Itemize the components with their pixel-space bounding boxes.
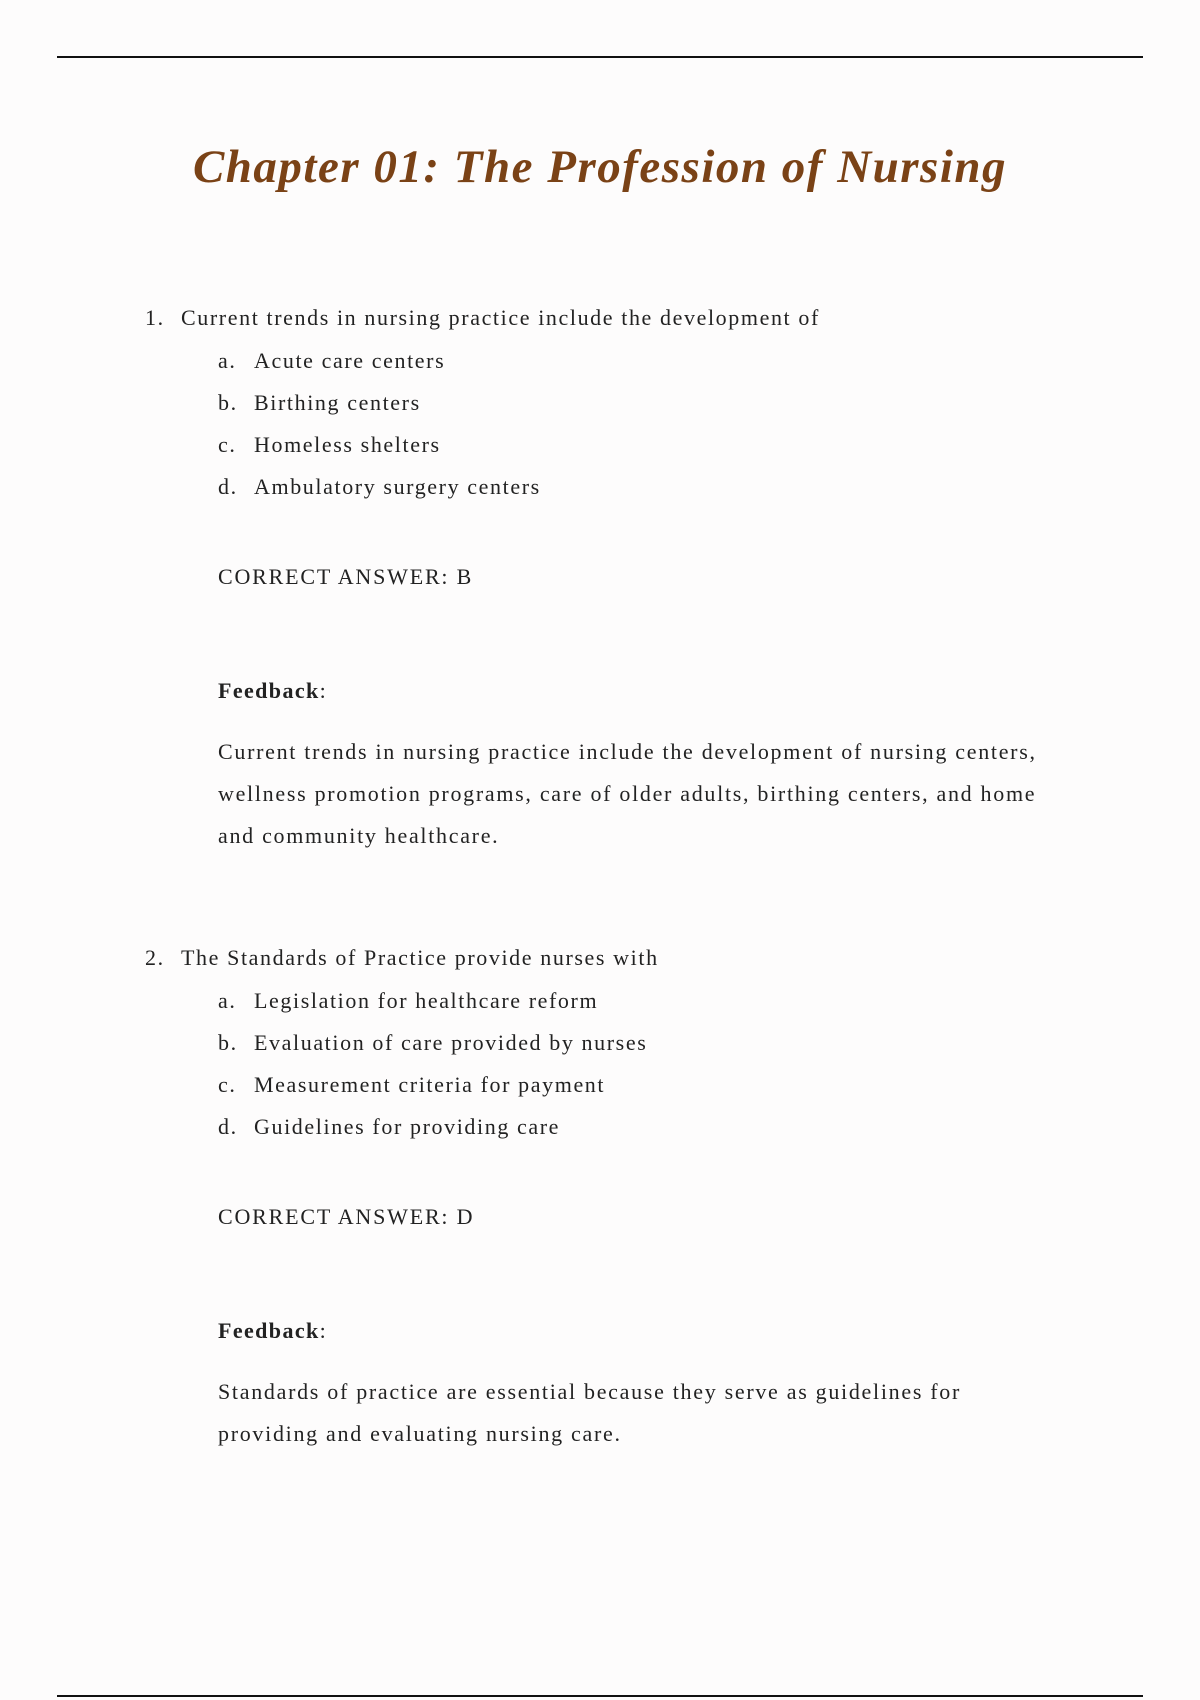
option-letter: b. bbox=[218, 390, 238, 415]
feedback-label: Feedback bbox=[218, 1318, 320, 1343]
question-2 bbox=[145, 942, 1105, 1455]
question-stem bbox=[145, 942, 1105, 974]
page-title: Chapter 01: The Profession of Nursing bbox=[192, 141, 1008, 193]
question-stem bbox=[145, 302, 1105, 334]
feedback-text: Standards of practice are essential because they serve as guidelines for providing and evaluating nursing care. bbox=[218, 1379, 962, 1446]
option-b bbox=[218, 1022, 1105, 1064]
option-letter: d. bbox=[218, 1114, 238, 1139]
option-text: Birthing centers bbox=[254, 390, 421, 415]
option-a bbox=[218, 340, 1105, 382]
answer-options bbox=[218, 980, 1105, 1148]
option-c bbox=[218, 424, 1105, 466]
feedback-label: Feedback bbox=[218, 678, 320, 703]
feedback-colon: : bbox=[319, 678, 328, 703]
correct-answer: CORRECT ANSWER: B bbox=[218, 564, 474, 589]
option-text: Ambulatory surgery centers bbox=[254, 474, 541, 499]
option-d bbox=[218, 466, 1105, 508]
option-letter: c. bbox=[218, 432, 237, 457]
option-text: Evaluation of care provided by nurses bbox=[254, 1030, 648, 1055]
option-letter: a. bbox=[218, 348, 237, 373]
bottom-rule bbox=[57, 1695, 1143, 1697]
feedback-colon: : bbox=[319, 1318, 328, 1343]
option-letter: c. bbox=[218, 1072, 237, 1097]
option-text: Acute care centers bbox=[254, 348, 446, 373]
top-rule bbox=[57, 56, 1143, 58]
option-b bbox=[218, 382, 1105, 424]
question-1 bbox=[145, 302, 1105, 857]
option-c bbox=[218, 1064, 1105, 1106]
question-number: 1. bbox=[145, 305, 165, 330]
feedback-heading bbox=[218, 675, 1105, 707]
option-d bbox=[218, 1106, 1105, 1148]
option-text: Guidelines for providing care bbox=[254, 1114, 561, 1139]
option-letter: d. bbox=[218, 474, 238, 499]
option-text: Measurement criteria for payment bbox=[254, 1072, 606, 1097]
option-letter: b. bbox=[218, 1030, 238, 1055]
option-a bbox=[218, 980, 1105, 1022]
option-letter: a. bbox=[218, 988, 237, 1013]
question-text: The Standards of Practice provide nurses with bbox=[181, 945, 659, 970]
question-number: 2. bbox=[145, 945, 165, 970]
option-text: Legislation for healthcare reform bbox=[254, 988, 599, 1013]
feedback-heading bbox=[218, 1315, 1105, 1347]
question-text: Current trends in nursing practice include the development of bbox=[181, 305, 820, 330]
option-text: Homeless shelters bbox=[254, 432, 441, 457]
correct-answer: CORRECT ANSWER: D bbox=[218, 1204, 475, 1229]
answer-options bbox=[218, 340, 1105, 508]
feedback-text: Current trends in nursing practice include the development of nursing centers, wellness promotion programs, care of older adults, birthing centers, and home and community healthcare. bbox=[218, 739, 1037, 848]
